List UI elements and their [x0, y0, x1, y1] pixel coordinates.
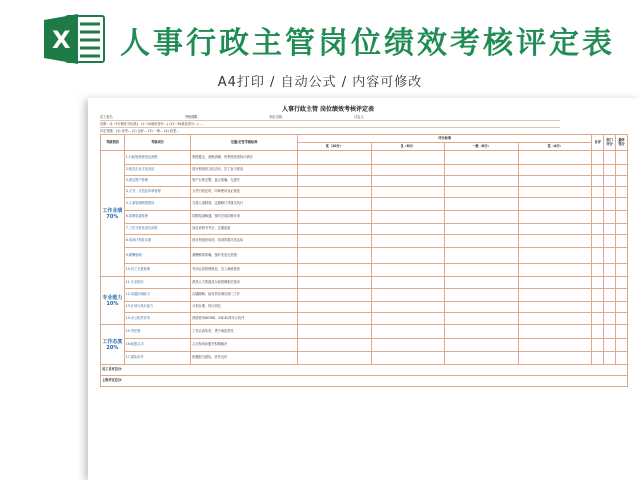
grade-cell — [518, 248, 592, 264]
item-cell: 5.人事管理制度建设 — [124, 198, 190, 211]
score-cell[interactable] — [592, 165, 604, 176]
score-cell[interactable] — [604, 211, 616, 224]
col-header: 优（10分） — [298, 143, 372, 151]
grade-cell — [371, 198, 445, 211]
table-row — [101, 211, 628, 224]
table-row — [101, 302, 628, 313]
standard-cell: 岗位说明书齐全，定期更新 — [191, 224, 298, 235]
col-header: 评分标准 — [298, 135, 592, 143]
grade-cell — [445, 277, 519, 289]
info-field-name: 员工姓名 — [100, 115, 113, 119]
score-cell[interactable] — [592, 198, 604, 211]
grade-cell — [445, 248, 519, 264]
item-cell: 14.办公软件应用 — [124, 313, 190, 325]
grade-cell — [298, 165, 372, 176]
page-title: 人事行政主管岗位绩效考核评定表 — [120, 26, 615, 61]
grade-cell — [371, 313, 445, 325]
score-cell[interactable] — [604, 187, 616, 198]
grade-cell — [298, 248, 372, 264]
spreadsheet-preview — [88, 98, 640, 480]
table-row — [101, 277, 628, 289]
grade-cell — [518, 339, 592, 352]
standard-cell: 薪酬核算准确，按时发放无差错 — [191, 248, 298, 264]
grade-cell — [298, 198, 372, 211]
col-header: 最终得分 — [616, 135, 628, 151]
score-cell[interactable] — [592, 224, 604, 235]
grade-cell — [518, 277, 592, 289]
score-cell[interactable] — [604, 302, 616, 313]
score-cell[interactable] — [604, 224, 616, 235]
standard-cell: 制度健全，流程清晰，每季度检查执行情况 — [191, 151, 298, 165]
item-cell: 7.工作分析及岗位说明 — [124, 224, 190, 235]
grade-cell — [371, 165, 445, 176]
score-cell[interactable] — [616, 352, 628, 365]
table-body — [101, 151, 628, 365]
info-row-levels: 评定等级：(1) 优秀… (2) 良好… (3) 一般… (4) 较差… — [100, 128, 560, 135]
grade-cell — [445, 211, 519, 224]
col-header: 定量/定性考核标准 — [191, 135, 298, 151]
table-row — [101, 313, 628, 325]
grade-cell — [445, 302, 519, 313]
info-row-scoring: 说明：(1~5分制评分标准)：(1~10最低得分…) (21~30最高得分…) … — [100, 121, 560, 128]
score-cell[interactable] — [616, 248, 628, 264]
category-cell: 工作态度20% — [101, 325, 125, 365]
item-cell: 3.固定资产管理 — [124, 176, 190, 187]
svg-text:X: X — [52, 26, 71, 54]
item-cell: 16.积极主动 — [124, 339, 190, 352]
grade-cell — [445, 264, 519, 277]
grade-cell — [518, 198, 592, 211]
score-cell[interactable] — [592, 264, 604, 277]
table-row — [101, 264, 628, 277]
col-header: 考核类别 — [101, 135, 125, 151]
grade-cell — [518, 235, 592, 248]
col-header: 自评 — [592, 135, 604, 151]
grade-cell — [518, 313, 592, 325]
col-header: 考核项目 — [124, 135, 190, 151]
table-footer-row — [101, 376, 628, 387]
table-row — [101, 151, 628, 165]
table-row — [101, 198, 628, 211]
score-cell[interactable] — [604, 235, 616, 248]
info-field-period: 考核期限 — [184, 115, 198, 119]
score-cell[interactable] — [616, 277, 628, 289]
grade-cell — [298, 313, 372, 325]
category-cell: 工作业绩70% — [101, 151, 125, 277]
grade-cell — [298, 224, 372, 235]
score-cell[interactable] — [616, 187, 628, 198]
grade-cell — [518, 325, 592, 339]
score-cell[interactable] — [616, 313, 628, 325]
item-cell: 8.培训计划及实施 — [124, 235, 190, 248]
excel-logo-icon — [44, 14, 106, 64]
info-field-evaluator: 评定人 — [354, 115, 364, 119]
grade-cell — [371, 235, 445, 248]
table-row — [101, 176, 628, 187]
item-cell: 10.员工关系管理 — [124, 264, 190, 277]
score-cell[interactable] — [604, 325, 616, 339]
score-cell[interactable] — [604, 165, 616, 176]
standard-cell: 完善人事制度，定期修订并落实执行 — [191, 198, 298, 211]
standard-cell: 文件归档及时，印章使用登记规范 — [191, 187, 298, 198]
col-header: 一般（6分） — [445, 143, 519, 151]
grade-cell — [445, 313, 519, 325]
score-cell[interactable] — [616, 339, 628, 352]
grade-cell — [298, 187, 372, 198]
table-row — [101, 187, 628, 198]
standard-cell: 劳动合同管理规范，员工满意度高 — [191, 264, 298, 277]
score-cell[interactable] — [604, 339, 616, 352]
col-header: 部门评分 — [604, 135, 616, 151]
grade-cell — [518, 187, 592, 198]
table-row — [101, 289, 628, 302]
score-cell[interactable] — [616, 289, 628, 302]
item-cell: 9.薪酬管理 — [124, 248, 190, 264]
score-cell[interactable] — [604, 277, 616, 289]
grade-cell — [518, 165, 592, 176]
grade-cell — [371, 264, 445, 277]
standard-cell: 工作认真负责，勇于承担责任 — [191, 325, 298, 339]
grade-cell — [371, 277, 445, 289]
score-cell[interactable] — [592, 151, 604, 165]
score-cell[interactable] — [592, 325, 604, 339]
item-cell: 11.专业知识 — [124, 277, 190, 289]
grade-cell — [445, 339, 519, 352]
score-cell[interactable] — [604, 151, 616, 165]
grade-cell — [371, 151, 445, 165]
score-cell[interactable] — [604, 198, 616, 211]
standard-cell: 招聘渠道畅通，按时完成招聘计划 — [191, 211, 298, 224]
evaluation-table — [100, 134, 628, 387]
item-cell: 17.团队协作 — [124, 352, 190, 365]
grade-cell — [371, 289, 445, 302]
score-cell[interactable] — [616, 198, 628, 211]
grade-cell — [298, 302, 372, 313]
grade-cell — [518, 176, 592, 187]
score-cell[interactable] — [604, 289, 616, 302]
standard-cell: 计划合理，执行到位 — [191, 302, 298, 313]
grade-cell — [298, 352, 372, 365]
standard-cell: 沟通顺畅，能有效协调各部门工作 — [191, 289, 298, 302]
score-cell[interactable] — [592, 277, 604, 289]
grade-cell — [371, 325, 445, 339]
grade-cell — [445, 352, 519, 365]
score-cell[interactable] — [604, 313, 616, 325]
grade-cell — [445, 151, 519, 165]
score-cell[interactable] — [592, 235, 604, 248]
score-cell[interactable] — [616, 151, 628, 165]
score-cell[interactable] — [616, 165, 628, 176]
score-cell[interactable] — [604, 176, 616, 187]
grade-cell — [518, 211, 592, 224]
standard-cell: 熟悉人力资源及行政管理相关知识 — [191, 277, 298, 289]
score-cell[interactable] — [592, 248, 604, 264]
page-subtitle: A4打印 / 自动公式 / 内容可修改 — [217, 75, 423, 90]
item-cell: 4.文书、文档及印章管理 — [124, 187, 190, 198]
score-cell[interactable] — [592, 302, 604, 313]
grade-cell — [298, 235, 372, 248]
grade-cell — [298, 264, 372, 277]
score-cell[interactable] — [616, 325, 628, 339]
table-row — [101, 224, 628, 235]
score-cell[interactable] — [592, 176, 604, 187]
score-cell[interactable] — [616, 211, 628, 224]
grade-cell — [298, 289, 372, 302]
item-cell: 12.沟通协调能力 — [124, 289, 190, 302]
grade-cell — [445, 176, 519, 187]
score-cell[interactable] — [592, 313, 604, 325]
grade-cell — [518, 151, 592, 165]
score-cell[interactable] — [604, 264, 616, 277]
grade-cell — [298, 151, 372, 165]
grade-cell — [371, 339, 445, 352]
grade-cell — [371, 224, 445, 235]
grade-cell — [445, 198, 519, 211]
table-row — [101, 165, 628, 176]
grade-cell — [445, 235, 519, 248]
sheet-title: 人事行政主管 岗位绩效考核评定表 — [281, 106, 375, 113]
grade-cell — [298, 277, 372, 289]
info-row-employee — [100, 114, 560, 121]
grade-cell — [298, 176, 372, 187]
info-field-position: 职位名称 — [269, 115, 283, 119]
table-row — [101, 339, 628, 352]
grade-cell — [298, 325, 372, 339]
item-cell: 6.招聘渠道管理 — [124, 211, 190, 224]
grade-cell — [371, 187, 445, 198]
grade-cell — [371, 176, 445, 187]
grade-cell — [298, 339, 372, 352]
score-cell[interactable] — [616, 302, 628, 313]
table-row — [101, 235, 628, 248]
standard-cell: 按计划组织文化活动，员工参与度高 — [191, 165, 298, 176]
grade-cell — [371, 352, 445, 365]
item-cell: 1.行政管理规范及流程 — [124, 151, 190, 165]
item-cell: 13.计划与执行能力 — [124, 302, 190, 313]
grade-cell — [518, 302, 592, 313]
grade-cell — [445, 187, 519, 198]
score-cell[interactable] — [616, 176, 628, 187]
standard-cell: 按计划组织培训，培训效果评估达标 — [191, 235, 298, 248]
col-header: 良（8分） — [371, 143, 445, 151]
grade-cell — [518, 224, 592, 235]
table-header-row — [101, 135, 628, 143]
item-cell: 15.责任感 — [124, 325, 190, 339]
score-cell[interactable] — [616, 235, 628, 248]
score-cell[interactable] — [592, 211, 604, 224]
table-footer-row — [101, 365, 628, 376]
table-row — [101, 325, 628, 339]
score-cell[interactable] — [616, 264, 628, 277]
score-cell[interactable] — [592, 187, 604, 198]
grade-cell — [518, 264, 592, 277]
standard-cell: 资产台账完整，盘点准确，无遗失 — [191, 176, 298, 187]
score-cell[interactable] — [604, 352, 616, 365]
grade-cell — [518, 289, 592, 302]
standard-cell: 熟练使用WORD、EXCEL等办公软件 — [191, 313, 298, 325]
grade-cell — [518, 352, 592, 365]
score-cell[interactable] — [604, 248, 616, 264]
grade-cell — [298, 211, 372, 224]
score-cell[interactable] — [592, 352, 604, 365]
table-row — [101, 352, 628, 365]
self-total-label: 员工自评总分： — [101, 365, 628, 376]
category-cell: 专业能力10% — [101, 277, 125, 325]
grade-cell — [445, 325, 519, 339]
col-header: 差（4分） — [518, 143, 592, 151]
grade-cell — [371, 248, 445, 264]
score-cell[interactable] — [592, 339, 604, 352]
grade-cell — [445, 165, 519, 176]
grade-cell — [371, 302, 445, 313]
score-cell[interactable] — [592, 289, 604, 302]
grade-cell — [445, 289, 519, 302]
grade-cell — [371, 211, 445, 224]
boss-total-label: 上级评定总分： — [101, 376, 628, 387]
table-row — [101, 248, 628, 264]
standard-cell: 积极配合团队，协作良好 — [191, 352, 298, 365]
standard-cell: 主动发现问题并积极解决 — [191, 339, 298, 352]
item-cell: 2.相关企业文化活动 — [124, 165, 190, 176]
score-cell[interactable] — [616, 224, 628, 235]
grade-cell — [445, 224, 519, 235]
